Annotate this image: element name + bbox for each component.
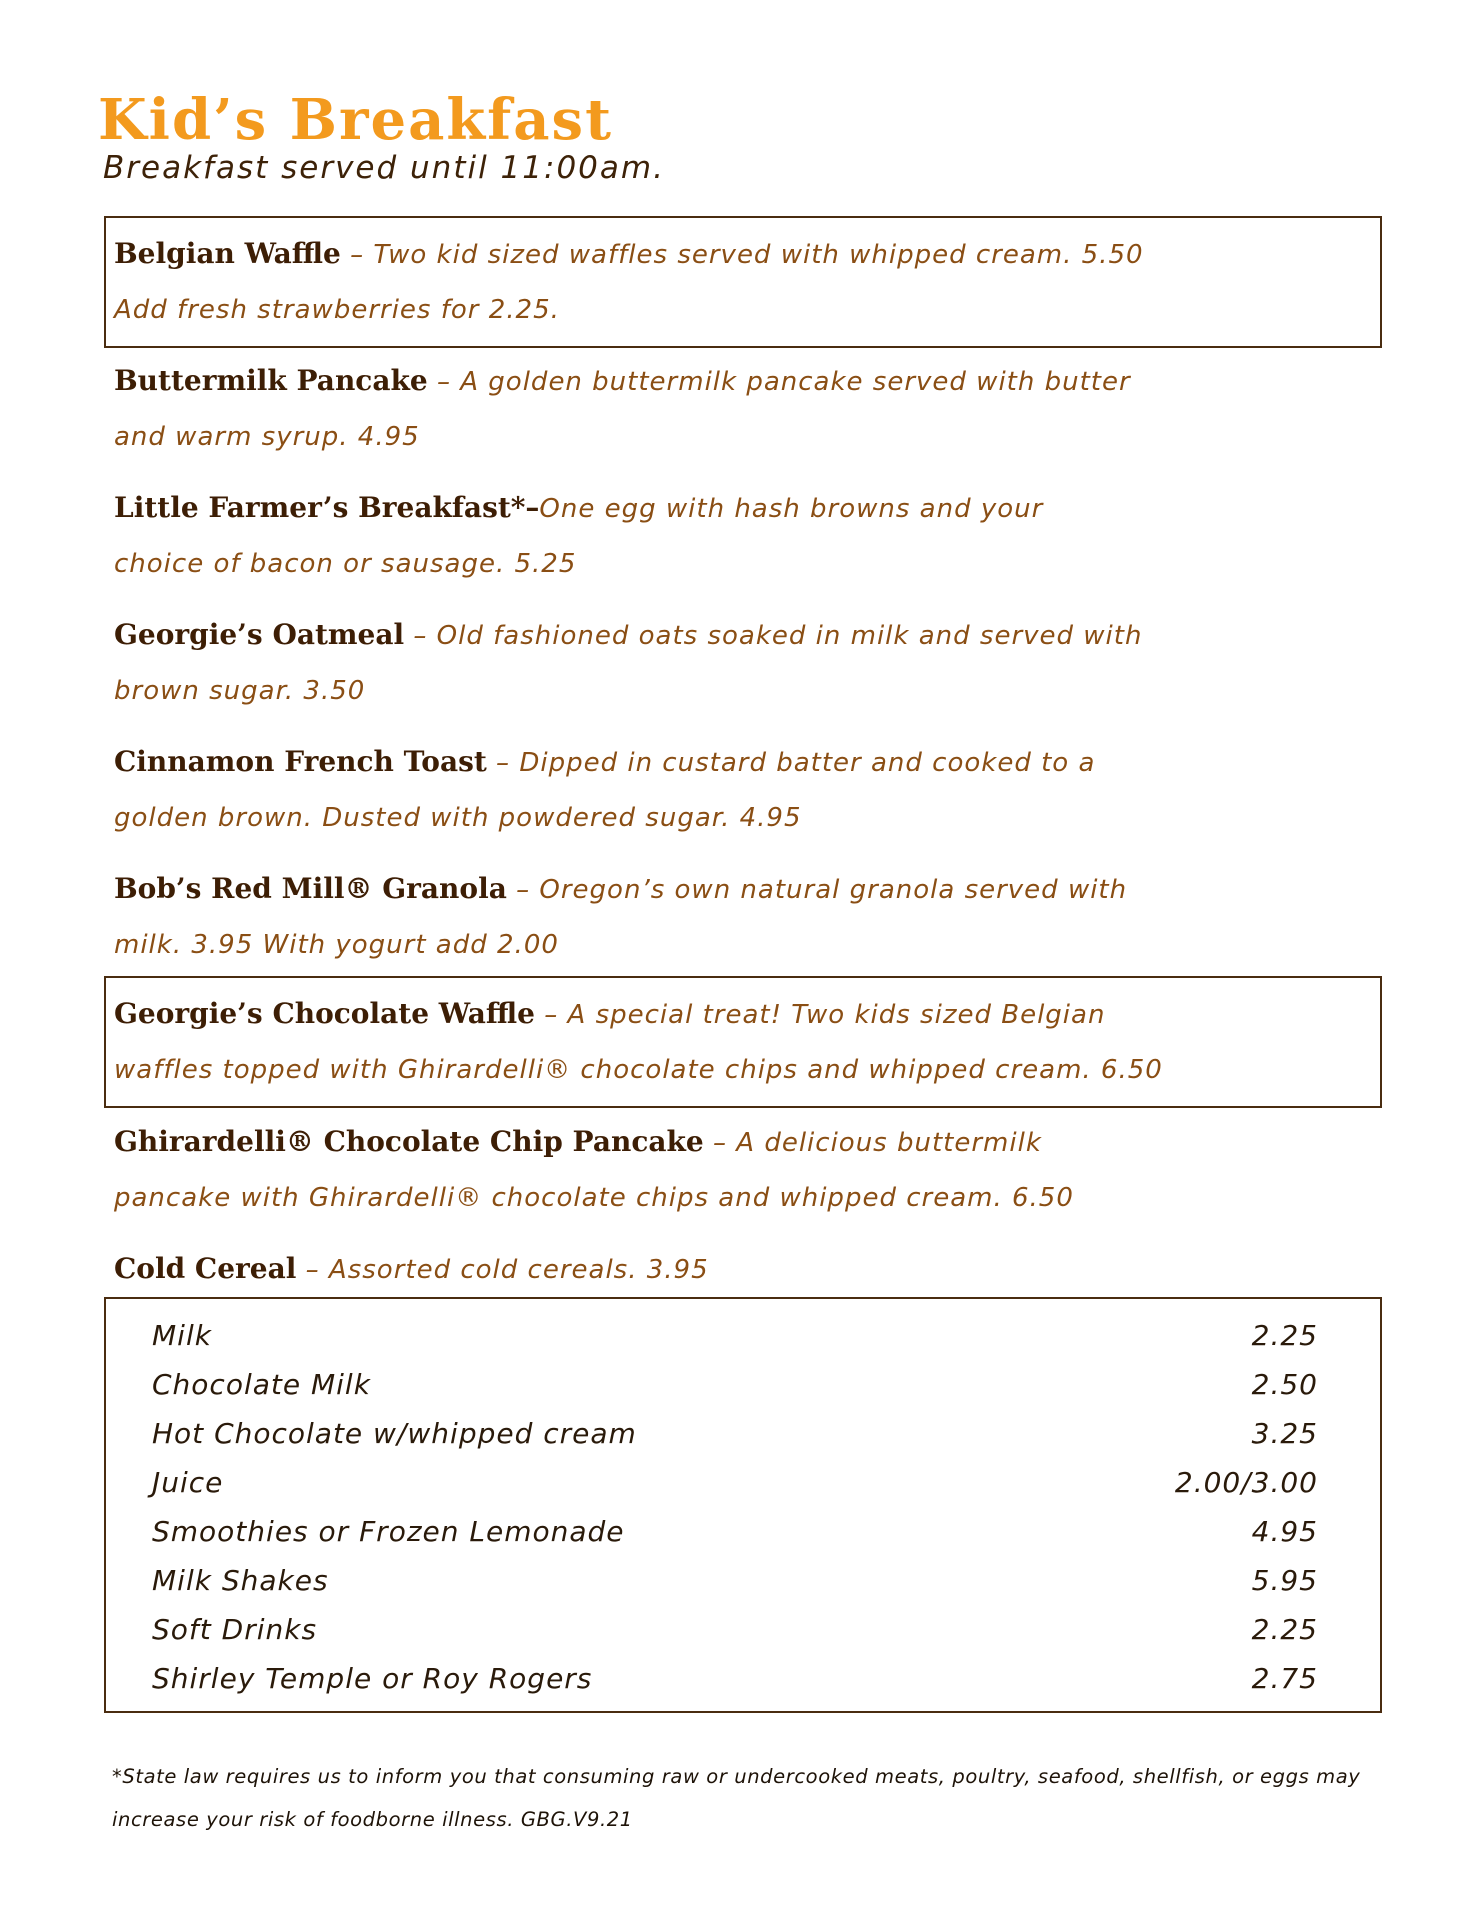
item-name: Bob’s Red Mill® Granola <box>114 872 507 905</box>
item-name: Ghirardelli® Chocolate Chip Pancake <box>114 1125 704 1158</box>
item-description: A golden buttermilk pancake served with butter <box>460 367 1131 397</box>
menu-item-cinnamon-french-toast <box>106 726 1366 854</box>
item-name: Cold Cereal <box>114 1252 297 1285</box>
item-description-extra: waffles topped with Ghirardelli® chocolate chips and whipped cream. 6.50 <box>114 1055 1163 1085</box>
item-name: Buttermilk Pancake <box>114 364 428 397</box>
item-description-extra: pancake with Ghirardelli® chocolate chips and whipped cream. 6.50 <box>114 1183 1074 1213</box>
drink-price: 2.50 <box>1251 1368 1318 1401</box>
drink-price: 2.75 <box>1251 1662 1318 1695</box>
item-name: Georgie’s Oatmeal <box>114 618 405 651</box>
item-description-extra: Add fresh strawberries for 2.25. <box>114 295 560 325</box>
page-subtitle: Breakfast served until 11:00am. <box>103 150 665 186</box>
drink-row <box>152 1409 1318 1458</box>
item-separator: – <box>703 1128 737 1158</box>
item-description-extra: milk. 3.95 With yogurt add 2.00 <box>114 930 559 960</box>
menu-item-little-farmers-breakfast <box>106 472 1366 600</box>
item-separator: – <box>404 621 437 651</box>
item-name: Georgie’s Chocolate Waffle <box>114 997 535 1030</box>
item-description: Assorted cold cereals. 3.95 <box>328 1255 709 1285</box>
drink-price: 3.25 <box>1251 1417 1318 1450</box>
item-separator: – <box>427 367 461 397</box>
drink-name: Hot Chocolate w/whipped cream <box>152 1417 637 1450</box>
drink-row <box>152 1458 1318 1507</box>
footnote-line: increase your risk of foodborne illness. GBG.V9.21 <box>112 1808 633 1831</box>
item-description-extra: golden brown. Dusted with powdered sugar. 4.95 <box>114 803 802 833</box>
drink-row <box>152 1360 1318 1409</box>
drink-price: 4.95 <box>1251 1515 1318 1548</box>
item-separator: – <box>486 748 520 778</box>
menu-item-granola <box>106 853 1366 981</box>
drink-price: 2.00/3.00 <box>1174 1466 1318 1499</box>
item-separator: – <box>535 1000 568 1030</box>
item-separator: – <box>340 240 374 270</box>
drink-row <box>152 1311 1318 1360</box>
food-safety-footnote <box>112 1755 1382 1841</box>
item-description: Old fashioned oats soaked in milk and served with <box>436 621 1143 651</box>
page-title: Kid’s Breakfast <box>98 87 613 153</box>
drink-name: Smoothies or Frozen Lemonade <box>152 1515 625 1548</box>
item-separator: – <box>296 1255 329 1285</box>
item-description: One egg with hash browns and your <box>539 494 1044 524</box>
drink-price: 5.95 <box>1251 1564 1318 1597</box>
menu-item-chocolate-waffle <box>104 976 1382 1108</box>
item-name: Little Farmer’s Breakfast*– <box>114 491 540 524</box>
drink-name: Soft Drinks <box>152 1613 318 1646</box>
item-description: Oregon’s own natural granola served with <box>539 875 1128 905</box>
item-description: A delicious buttermilk <box>736 1128 1042 1158</box>
drink-row <box>152 1556 1318 1605</box>
drink-price: 2.25 <box>1251 1319 1318 1352</box>
item-description-extra: and warm syrup. 4.95 <box>114 422 420 452</box>
menu-item-chocolate-chip-pancake <box>106 1106 1366 1234</box>
menu-item-buttermilk-pancake <box>106 345 1366 473</box>
menu-item-cold-cereal <box>106 1233 1366 1306</box>
drink-name: Juice <box>152 1466 224 1499</box>
item-separator: – <box>506 875 540 905</box>
drink-name: Shirley Temple or Roy Rogers <box>152 1662 593 1695</box>
menu-item-georgies-oatmeal <box>106 599 1366 727</box>
drink-row <box>152 1605 1318 1654</box>
footnote-line: *State law requires us to inform you that consuming raw or undercooked meats, poultry, seafood, shellfish, or eggs may <box>112 1765 1361 1788</box>
item-description-extra: brown sugar. 3.50 <box>114 676 366 706</box>
drinks-list <box>104 1297 1382 1713</box>
drink-name: Milk Shakes <box>152 1564 329 1597</box>
drink-name: Chocolate Milk <box>152 1368 371 1401</box>
item-name: Cinnamon French Toast <box>114 745 487 778</box>
item-name: Belgian Waffle <box>114 237 341 270</box>
item-description: A special treat! Two kids sized Belgian <box>567 1000 1106 1030</box>
drink-price: 2.25 <box>1251 1613 1318 1646</box>
item-description-extra: choice of bacon or sausage. 5.25 <box>114 549 577 579</box>
drink-row <box>152 1507 1318 1556</box>
item-description: Dipped in custard batter and cooked to a <box>519 748 1096 778</box>
menu-item-belgian-waffle <box>104 216 1382 348</box>
drink-name: Milk <box>152 1319 212 1352</box>
item-description: Two kid sized waffles served with whipped cream. 5.50 <box>373 240 1144 270</box>
drink-row <box>152 1654 1318 1703</box>
